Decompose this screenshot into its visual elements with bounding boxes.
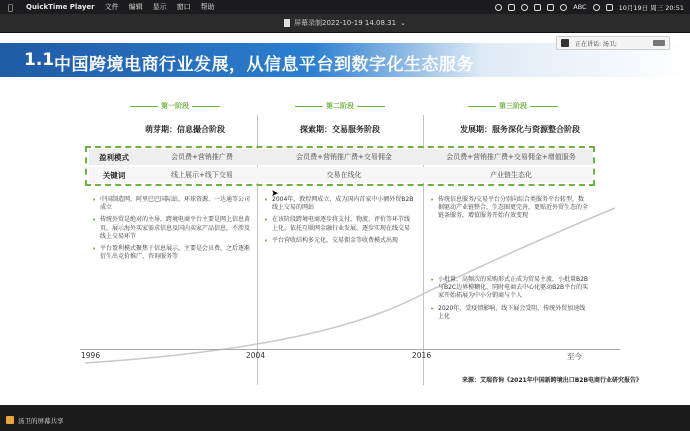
table-cell: 会员费+营销推广费 <box>171 153 233 161</box>
row-label: 关键词 <box>102 170 126 180</box>
menu-view[interactable]: 显示 <box>152 3 167 11</box>
phase-1-bullets <box>92 196 252 265</box>
battery-icon[interactable] <box>547 4 554 11</box>
table-cell: 会员费+营销推广费+交易佣金 <box>296 153 392 161</box>
window-title <box>0 14 690 32</box>
presentation-slide <box>0 33 690 405</box>
menubar <box>0 0 690 14</box>
screen-icon[interactable] <box>534 4 541 11</box>
table-row <box>89 167 593 183</box>
phase-3-bullets-top <box>430 196 590 225</box>
year-label: 2004 <box>246 351 266 360</box>
table-row <box>89 149 593 165</box>
section-number: 1.1 <box>24 50 55 70</box>
control-center-icon[interactable] <box>606 4 613 11</box>
phase-2-bullets <box>264 196 414 249</box>
list-item: • 平台盈利模式聚焦于信息展示，主要是会员费，之后逐渐衍生出竞价推广、咨询服务等 <box>92 245 251 261</box>
clock[interactable]: 10月19日 周三 20:51 <box>618 3 684 12</box>
timeline-axis <box>80 349 620 350</box>
list-item: • 传统外贸是绝对的主导，跨境电商平台主要是网上信息黄页，展示海外买家需求信息及国内卖家产品信息，不涉及线上交易环节 <box>92 216 251 240</box>
status-tray <box>495 0 684 14</box>
list-item: • 在该阶段跨境电商逐步将支付、物流、评价等环节线上化，依托互联网金融行业发展，逐步实现在线交易 <box>264 216 411 232</box>
screen-share-text: 汤卫的屏幕共享 <box>18 416 64 425</box>
list-item: • 中国制造网、阿里巴巴国际站、环球资源、一达通等公司成立 <box>92 196 251 212</box>
bottom-bar <box>0 405 690 431</box>
phase-tag-2: 第二阶段 <box>280 101 400 111</box>
wechat-icon[interactable] <box>521 4 528 11</box>
speaker-label: 正在讲话: 汤卫; <box>575 40 617 48</box>
phase-summary-table <box>85 146 595 186</box>
menu-window[interactable]: 窗口 <box>176 3 191 11</box>
screen-share-icon <box>6 416 14 424</box>
list-item: • 传统信息服务/交易平台分别向综合类服务平台转型，数据驱动产业链整合，生态圈更完善，更贴近外贸生态的全链条服务，增值服务开始有效变现 <box>430 196 589 220</box>
table-cell: 产业链生态化 <box>490 171 532 179</box>
year-label: 至今 <box>567 352 582 361</box>
menu-app-name[interactable]: QuickTime Player <box>26 3 95 11</box>
row-label: 盈利模式 <box>99 152 129 162</box>
list-item: • 平台营收结构多元化，交易佣金等收费模式出现 <box>264 236 399 245</box>
avatar <box>561 39 569 47</box>
clipboard-icon[interactable] <box>508 4 515 11</box>
source-note: 来源：艾瑞咨询《2021年中国新跨境出口B2B电商行业研究报告》 <box>462 377 643 384</box>
search-icon[interactable] <box>593 4 600 11</box>
slide-heading: 中国跨境电商行业发展，从信息平台到数字化生态服务 <box>54 55 474 75</box>
audio-level-icon <box>653 40 665 46</box>
list-item: • 2020年，受疫情影响，线下展会受阻，传统外贸加速线上化 <box>430 304 586 320</box>
table-cell: 会员费+营销推广费+交易佣金+增值服务 <box>446 153 576 161</box>
menu-edit[interactable]: 编辑 <box>128 3 143 11</box>
year-label: 1996 <box>81 351 101 360</box>
screen-share-label[interactable] <box>6 415 64 425</box>
chevron-down-icon[interactable]: ⌄ <box>400 19 406 27</box>
apple-icon[interactable] <box>8 3 18 12</box>
table-cell: 交易在线化 <box>326 171 362 179</box>
input-source[interactable]: ABC <box>573 3 587 11</box>
phase-title-3: 发展期：服务深化与资源整合阶段 <box>460 125 580 134</box>
table-cell: 线上展示+线下交易 <box>171 171 233 179</box>
list-item: • 2004年，敦煌网成立，成为国内首家中小额外贸B2B线上交易的网站 <box>264 196 414 212</box>
year-label: 2016 <box>412 351 432 360</box>
mouse-cursor-icon: ➤ <box>271 189 279 199</box>
window-titlebar <box>0 14 690 33</box>
window-title-text: 屏幕录制2022-10-19 14.08.31 <box>294 19 397 27</box>
phase-title-1: 萌芽期：信息撮合阶段 <box>145 125 225 134</box>
phase-tag-3: 第三阶段 <box>453 101 573 111</box>
phase-title-2: 探索期：交易服务阶段 <box>300 125 380 134</box>
record-icon[interactable] <box>495 4 502 11</box>
list-item: • 小批量、高频次的采购形式正成为贸易主流，小批量B2B与B2C边界模糊化，同时电商去中心化驱动B2B平台的买家开始拓展为中小分销商与个人 <box>430 276 589 300</box>
document-icon <box>284 19 290 27</box>
wifi-icon[interactable] <box>560 4 567 11</box>
menu-file[interactable]: 文件 <box>104 3 119 11</box>
phase-tag-1: 第一阶段 <box>115 101 235 111</box>
phase-3-bullets-bottom <box>430 276 590 325</box>
active-speaker-tag <box>556 36 670 50</box>
menu-help[interactable]: 帮助 <box>200 3 215 11</box>
